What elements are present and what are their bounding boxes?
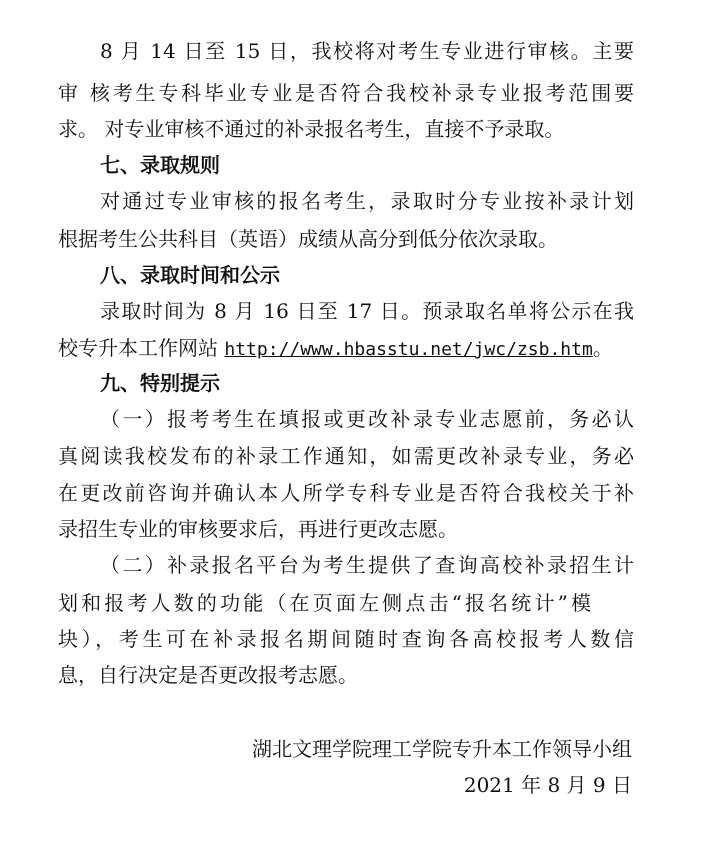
paragraph-line: （一）报考考生在填报或更改补录专业志愿前，务必认 (100, 407, 634, 431)
paragraph-line (58, 333, 706, 365)
signature-org: 湖北文理学院理工学院专升本工作领导小组 (252, 737, 632, 761)
paragraph-line: 真阅读我校发布的补录工作通知，如需更改补录专业，务必 (58, 444, 634, 468)
paragraph-line: 8 月 14 日至 15 日，我校将对考生专业进行审核。主要 (100, 39, 634, 63)
paragraph-line: 块），考生可在补录报名期间随时查询各高校报考人数信 (58, 627, 634, 651)
paragraph-line: 息，自行决定是否更改报考志愿。 (58, 663, 358, 687)
paragraph-line: （二）补录报名平台为考生提供了查询高校补录招生计 (100, 553, 634, 577)
section-heading: 七、录取规则 (100, 153, 220, 177)
paragraph-line: 求。 对专业审核不通过的补录报名考生，直接不予录取。 (58, 117, 565, 141)
paragraph-line: 根据考生公共科目（英语）成绩从高分到低分依次录取。 (58, 227, 558, 251)
paragraph-line: 录取时间为 8 月 16 日至 17 日。预录取名单将公示在我 (100, 299, 634, 323)
paragraph-line: 录招生专业的审核要求后，再进行更改志愿。 (58, 517, 458, 541)
paragraph-line: 划和报考人数的功能（在页面左侧点击“报名统计”模 (58, 591, 591, 615)
paragraph-line: 在更改前咨询并确认本人所学专科专业是否符合我校关于补 (58, 481, 634, 505)
section-heading: 九、特别提示 (100, 371, 220, 395)
website-link[interactable]: http://www.hbasstu.net/jwc/zsb.htm (224, 339, 593, 360)
paragraph-line: 审 核考生专科毕业专业是否符合我校补录专业报考范围要 (58, 81, 634, 105)
signature-date: 2021 年 8 月 9 日 (463, 773, 632, 797)
paragraph-line: 对通过专业审核的报名考生，录取时分专业按补录计划 (100, 189, 634, 213)
section-heading: 八、录取时间和公示 (100, 263, 280, 287)
sentence-end: 。 (592, 336, 613, 360)
website-label: 校专升本工作网站 (58, 336, 225, 360)
